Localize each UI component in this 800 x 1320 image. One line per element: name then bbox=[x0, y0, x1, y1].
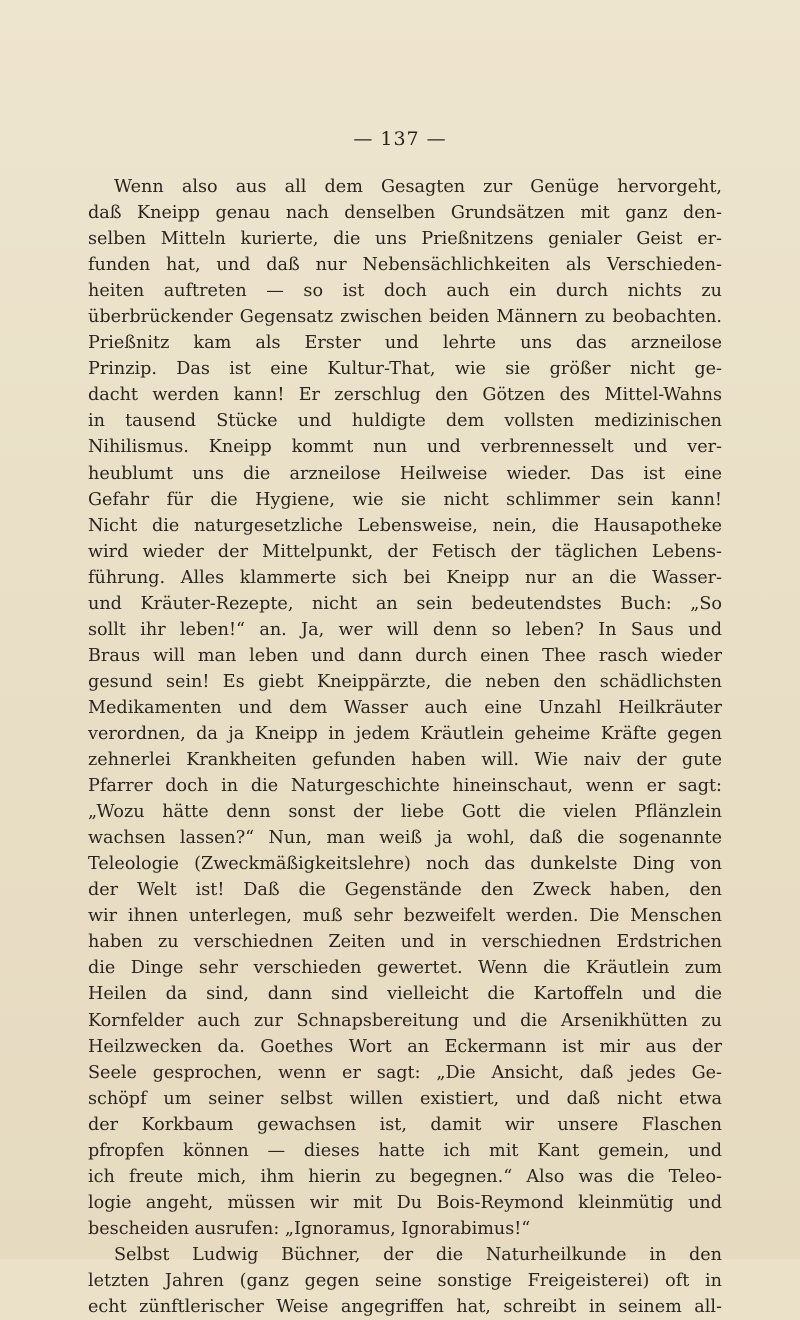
text-line: Pfarrer doch in die Naturgeschichte hineinschaut, wenn er sagt: bbox=[88, 776, 722, 797]
text-line: „Wozu hätte denn sonst der liebe Gott die vielen Pflänzlein bbox=[88, 802, 722, 823]
text-line: bescheiden ausrufen: „Ignoramus, Ignorabimus!“ bbox=[88, 1218, 531, 1239]
text-line: logie angeht, müssen wir mit Du Bois-Reymond kleinmütig und bbox=[88, 1192, 722, 1213]
text-line: funden hat, und daß nur Nebensächlichkeiten als Verschieden- bbox=[88, 255, 722, 276]
text-line: Nihilismus. Kneipp kommt nun und verbrennesselt und ver- bbox=[88, 437, 722, 458]
text-line: in tausend Stücke und huldigte dem vollsten medizinischen bbox=[88, 411, 722, 432]
text-line: Heilen da sind, dann sind vielleicht die Kartoffeln und die bbox=[88, 984, 722, 1005]
text-line: sollt ihr leben!“ an. Ja, wer will denn so leben? In Saus und bbox=[88, 619, 722, 640]
text-line: Seele gesprochen, wenn er sagt: „Die Ansicht, daß jedes Ge- bbox=[88, 1062, 722, 1083]
text-line: pfropfen können — dieses hatte ich mit Kant gemein, und bbox=[88, 1140, 722, 1161]
text-line: ich freute mich, ihm hierin zu begegnen.“ Also was die Teleo- bbox=[88, 1166, 722, 1187]
text-line: Braus will man leben und dann durch einen Thee rasch wieder bbox=[88, 645, 722, 666]
text-line: heiten auftreten — so ist doch auch ein durch nichts zu bbox=[88, 281, 722, 302]
text-line: der Korkbaum gewachsen ist, damit wir unsere Flaschen bbox=[88, 1114, 722, 1135]
text-line: führung. Alles klammerte sich bei Kneipp nur an die Wasser- bbox=[88, 567, 722, 588]
text-line: Kornfelder auch zur Schnapsbereitung und die Arsenikhütten zu bbox=[88, 1010, 722, 1031]
text-line: daß Kneipp genau nach denselben Grundsätzen mit ganz den- bbox=[88, 203, 722, 224]
text-line: haben zu verschiednen Zeiten und in verschiednen Erdstrichen bbox=[88, 932, 722, 953]
text-line: dacht werden kann! Er zerschlug den Götzen des Mittel-Wahns bbox=[88, 385, 722, 406]
text-line: zehnerlei Krankheiten gefunden haben will. Wie naiv der gute bbox=[88, 750, 722, 771]
text-line: der Welt ist! Daß die Gegenstände den Zweck haben, den bbox=[88, 880, 722, 901]
text-line: Prießnitz kam als Erster und lehrte uns das arzneilose bbox=[88, 333, 722, 354]
text-line: Heilzwecken da. Goethes Wort an Eckermann ist mir aus der bbox=[88, 1036, 722, 1057]
text-line: Medikamenten und dem Wasser auch eine Unzahl Heilkräuter bbox=[88, 697, 722, 718]
text-line: Teleologie (Zweckmäßigkeitslehre) noch das dunkelste Ding von bbox=[88, 854, 722, 875]
text-line: Wenn also aus all dem Gesagten zur Genüge hervorgeht, bbox=[114, 177, 722, 197]
text-line: wird wieder der Mittelpunkt, der Fetisch der täglichen Lebens- bbox=[88, 541, 722, 562]
text-line: Nicht die naturgesetzliche Lebensweise, nein, die Hausapotheke bbox=[88, 515, 722, 536]
text-line: Prinzip. Das ist eine Kultur-That, wie sie größer nicht ge- bbox=[88, 359, 722, 380]
text-line: Selbst Ludwig Büchner, der die Naturheilkunde in den bbox=[114, 1244, 722, 1265]
text-line: schöpf um seiner selbst willen existiert, und daß nicht etwa bbox=[88, 1088, 722, 1109]
text-line: wir ihnen unterlegen, muß sehr bezweifelt werden. Die Menschen bbox=[88, 906, 722, 927]
text-line: selben Mitteln kurierte, die uns Prießnitzens genialer Geist er- bbox=[88, 229, 722, 250]
text-line: Gefahr für die Hygiene, wie sie nicht schlimmer sein kann! bbox=[88, 489, 722, 510]
text-line: die Dinge sehr verschieden gewertet. Wenn die Kräutlein zum bbox=[88, 958, 722, 979]
text-line: wachsen lassen?“ Nun, man weiß ja wohl, daß die sogenannte bbox=[88, 828, 722, 849]
body-text bbox=[88, 174, 722, 1320]
text-line: heublumt uns die arzneilose Heilweise wieder. Das ist eine bbox=[88, 463, 722, 484]
text-line: echt zünftlerischer Weise angegriffen hat, schreibt in seinem all- bbox=[88, 1297, 722, 1318]
text-line: gesund sein! Es giebt Kneippärzte, die neben den schädlichsten bbox=[88, 671, 722, 692]
text-line: verordnen, da ja Kneipp in jedem Kräutlein geheime Kräfte gegen bbox=[88, 723, 722, 744]
page-number: — 137 — bbox=[353, 128, 447, 150]
text-line: überbrückender Gegensatz zwischen beiden Männern zu beobachten. bbox=[88, 307, 722, 328]
text-line: und Kräuter-Rezepte, nicht an sein bedeutendstes Buch: „So bbox=[88, 593, 722, 614]
text-line: letzten Jahren (ganz gegen seine sonstige Freigeisterei) oft in bbox=[88, 1270, 722, 1291]
